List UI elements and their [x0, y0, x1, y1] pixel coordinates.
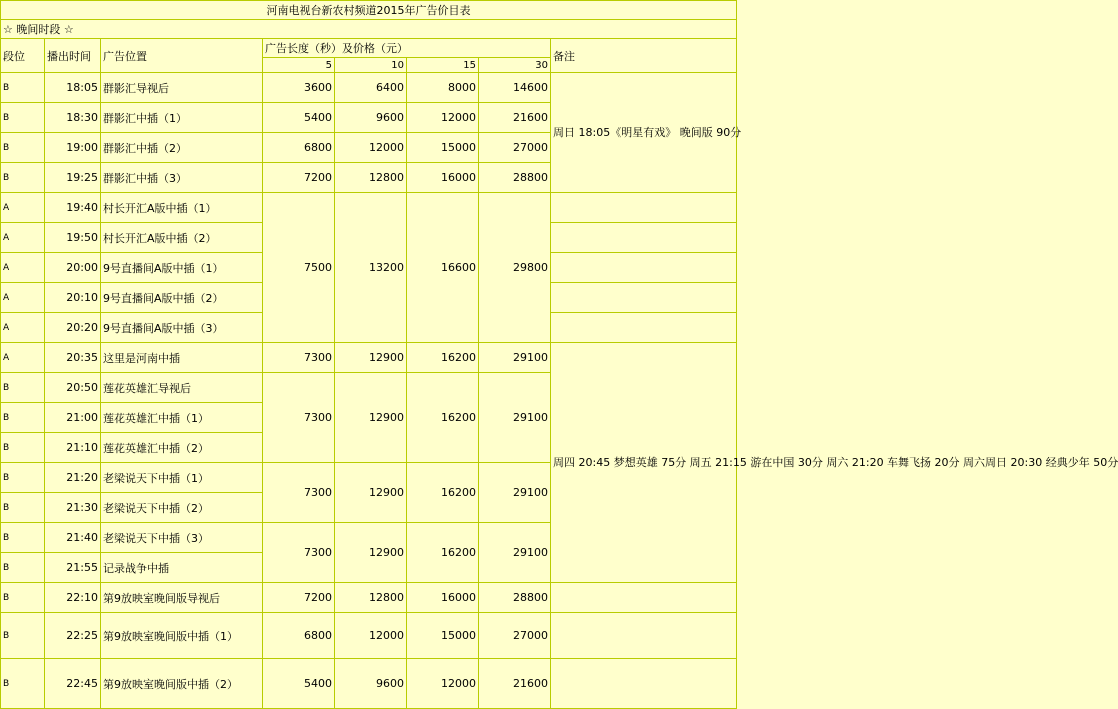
price-10-cell: 13200	[335, 193, 407, 343]
segment-cell: A	[1, 223, 45, 253]
header-segment: 段位	[1, 39, 45, 73]
price-30-cell: 28800	[479, 163, 551, 193]
time-cell: 21:00	[45, 403, 101, 433]
price-30-cell: 21600	[479, 103, 551, 133]
position-cell: 群影汇中插（3）	[101, 163, 263, 193]
position-cell: 9号直播间A版中插（1）	[101, 253, 263, 283]
position-cell: 9号直播间A版中插（3）	[101, 313, 263, 343]
table-row	[1, 613, 737, 659]
position-cell: 第9放映室晚间版中插（2）	[101, 659, 263, 709]
segment-cell: B	[1, 433, 45, 463]
segment-cell: A	[1, 283, 45, 313]
header-position: 广告位置	[101, 39, 263, 73]
price-15-cell: 16000	[407, 583, 479, 613]
segment-cell: A	[1, 193, 45, 223]
time-cell: 20:20	[45, 313, 101, 343]
position-cell: 老梁说天下中插（3）	[101, 523, 263, 553]
position-cell: 第9放映室晚间版中插（1）	[101, 613, 263, 659]
time-cell: 22:45	[45, 659, 101, 709]
price-30-cell: 29100	[479, 463, 551, 523]
time-cell: 21:10	[45, 433, 101, 463]
price-10-cell: 12900	[335, 523, 407, 583]
price-30-cell: 28800	[479, 583, 551, 613]
segment-cell: B	[1, 103, 45, 133]
price-5-cell: 7200	[263, 583, 335, 613]
header-length-5: 5	[263, 58, 335, 73]
position-cell: 9号直播间A版中插（2）	[101, 283, 263, 313]
price-10-cell: 9600	[335, 659, 407, 709]
time-cell: 20:50	[45, 373, 101, 403]
title-row	[1, 1, 737, 20]
section-row	[1, 20, 737, 39]
price-30-cell: 29100	[479, 523, 551, 583]
position-cell: 群影汇中插（2）	[101, 133, 263, 163]
header-length-30: 30	[479, 58, 551, 73]
section-title: ☆ 晚间时段 ☆	[1, 20, 737, 39]
header-length-15: 15	[407, 58, 479, 73]
position-cell: 群影汇导视后	[101, 73, 263, 103]
time-cell: 18:30	[45, 103, 101, 133]
price-5-cell: 7300	[263, 373, 335, 463]
price-5-cell: 6800	[263, 613, 335, 659]
remark-cell: 周四 20:45 梦想英雄 75分 周五 21:15 游在中国 30分 周六 21:20 车舞飞扬 20分 周六周日 20:30 经典少年 50分	[551, 343, 737, 583]
price-5-cell: 5400	[263, 659, 335, 709]
time-cell: 19:00	[45, 133, 101, 163]
remark-empty-cell	[551, 283, 737, 313]
position-cell: 老梁说天下中插（1）	[101, 463, 263, 493]
price-15-cell: 16200	[407, 343, 479, 373]
price-5-cell: 7500	[263, 193, 335, 343]
price-10-cell: 6400	[335, 73, 407, 103]
time-cell: 19:40	[45, 193, 101, 223]
price-15-cell: 16200	[407, 463, 479, 523]
remark-cell: 周日 18:05《明星有戏》 晚间版 90分	[551, 73, 737, 193]
time-cell: 18:05	[45, 73, 101, 103]
price-15-cell: 15000	[407, 133, 479, 163]
remark-empty-cell	[551, 659, 737, 709]
remark-empty-cell	[551, 253, 737, 283]
segment-cell: B	[1, 553, 45, 583]
remark-empty-cell	[551, 193, 737, 223]
table-row	[1, 73, 737, 103]
segment-cell: B	[1, 463, 45, 493]
position-cell: 莲花英雄汇导视后	[101, 373, 263, 403]
position-cell: 莲花英雄汇中插（1）	[101, 403, 263, 433]
price-15-cell: 15000	[407, 613, 479, 659]
price-15-cell: 12000	[407, 103, 479, 133]
time-cell: 21:55	[45, 553, 101, 583]
time-cell: 21:20	[45, 463, 101, 493]
time-cell: 22:10	[45, 583, 101, 613]
header-row	[1, 39, 737, 58]
segment-cell: B	[1, 163, 45, 193]
price-10-cell: 12900	[335, 373, 407, 463]
table-row	[1, 659, 737, 709]
position-cell: 第9放映室晚间版导视后	[101, 583, 263, 613]
time-cell: 19:50	[45, 223, 101, 253]
time-cell: 20:00	[45, 253, 101, 283]
price-30-cell: 29100	[479, 373, 551, 463]
price-30-cell: 14600	[479, 73, 551, 103]
price-5-cell: 6800	[263, 133, 335, 163]
remark-empty-cell	[551, 313, 737, 343]
segment-cell: B	[1, 523, 45, 553]
segment-cell: A	[1, 253, 45, 283]
segment-cell: B	[1, 493, 45, 523]
segment-cell: B	[1, 133, 45, 163]
position-cell: 这里是河南中插	[101, 343, 263, 373]
segment-cell: B	[1, 659, 45, 709]
time-cell: 21:30	[45, 493, 101, 523]
segment-cell: B	[1, 613, 45, 659]
position-cell: 老梁说天下中插（2）	[101, 493, 263, 523]
table-row	[1, 193, 737, 223]
table-row	[1, 583, 737, 613]
table-row	[1, 343, 737, 373]
remark-empty-cell	[551, 583, 737, 613]
price-30-cell: 27000	[479, 613, 551, 659]
segment-cell: B	[1, 583, 45, 613]
price-15-cell: 8000	[407, 73, 479, 103]
price-15-cell: 16600	[407, 193, 479, 343]
time-cell: 21:40	[45, 523, 101, 553]
position-cell: 村长开汇A版中插（1）	[101, 193, 263, 223]
position-cell: 村长开汇A版中插（2）	[101, 223, 263, 253]
segment-cell: B	[1, 73, 45, 103]
price-30-cell: 29800	[479, 193, 551, 343]
page-title: 河南电视台新农村频道2015年广告价目表	[1, 1, 737, 20]
price-30-cell: 21600	[479, 659, 551, 709]
price-10-cell: 12800	[335, 163, 407, 193]
price-5-cell: 7200	[263, 163, 335, 193]
price-10-cell: 12000	[335, 613, 407, 659]
price-10-cell: 9600	[335, 103, 407, 133]
segment-cell: B	[1, 403, 45, 433]
price-30-cell: 27000	[479, 133, 551, 163]
price-10-cell: 12000	[335, 133, 407, 163]
price-15-cell: 16200	[407, 523, 479, 583]
price-15-cell: 16200	[407, 373, 479, 463]
price-10-cell: 12900	[335, 463, 407, 523]
price-10-cell: 12900	[335, 343, 407, 373]
header-remark: 备注	[551, 39, 737, 73]
header-length-10: 10	[335, 58, 407, 73]
position-cell: 记录战争中插	[101, 553, 263, 583]
position-cell: 莲花英雄汇中插（2）	[101, 433, 263, 463]
price-10-cell: 12800	[335, 583, 407, 613]
segment-cell: A	[1, 343, 45, 373]
price-5-cell: 7300	[263, 523, 335, 583]
time-cell: 20:10	[45, 283, 101, 313]
header-length-price: 广告长度（秒）及价格（元）	[263, 39, 551, 58]
price-5-cell: 3600	[263, 73, 335, 103]
price-5-cell: 5400	[263, 103, 335, 133]
time-cell: 22:25	[45, 613, 101, 659]
price-5-cell: 7300	[263, 343, 335, 373]
segment-cell: A	[1, 313, 45, 343]
price-5-cell: 7300	[263, 463, 335, 523]
price-30-cell: 29100	[479, 343, 551, 373]
price-15-cell: 16000	[407, 163, 479, 193]
remark-empty-cell	[551, 613, 737, 659]
remark-empty-cell	[551, 223, 737, 253]
time-cell: 19:25	[45, 163, 101, 193]
position-cell: 群影汇中插（1）	[101, 103, 263, 133]
segment-cell: B	[1, 373, 45, 403]
price-15-cell: 12000	[407, 659, 479, 709]
header-time: 播出时间	[45, 39, 101, 73]
time-cell: 20:35	[45, 343, 101, 373]
